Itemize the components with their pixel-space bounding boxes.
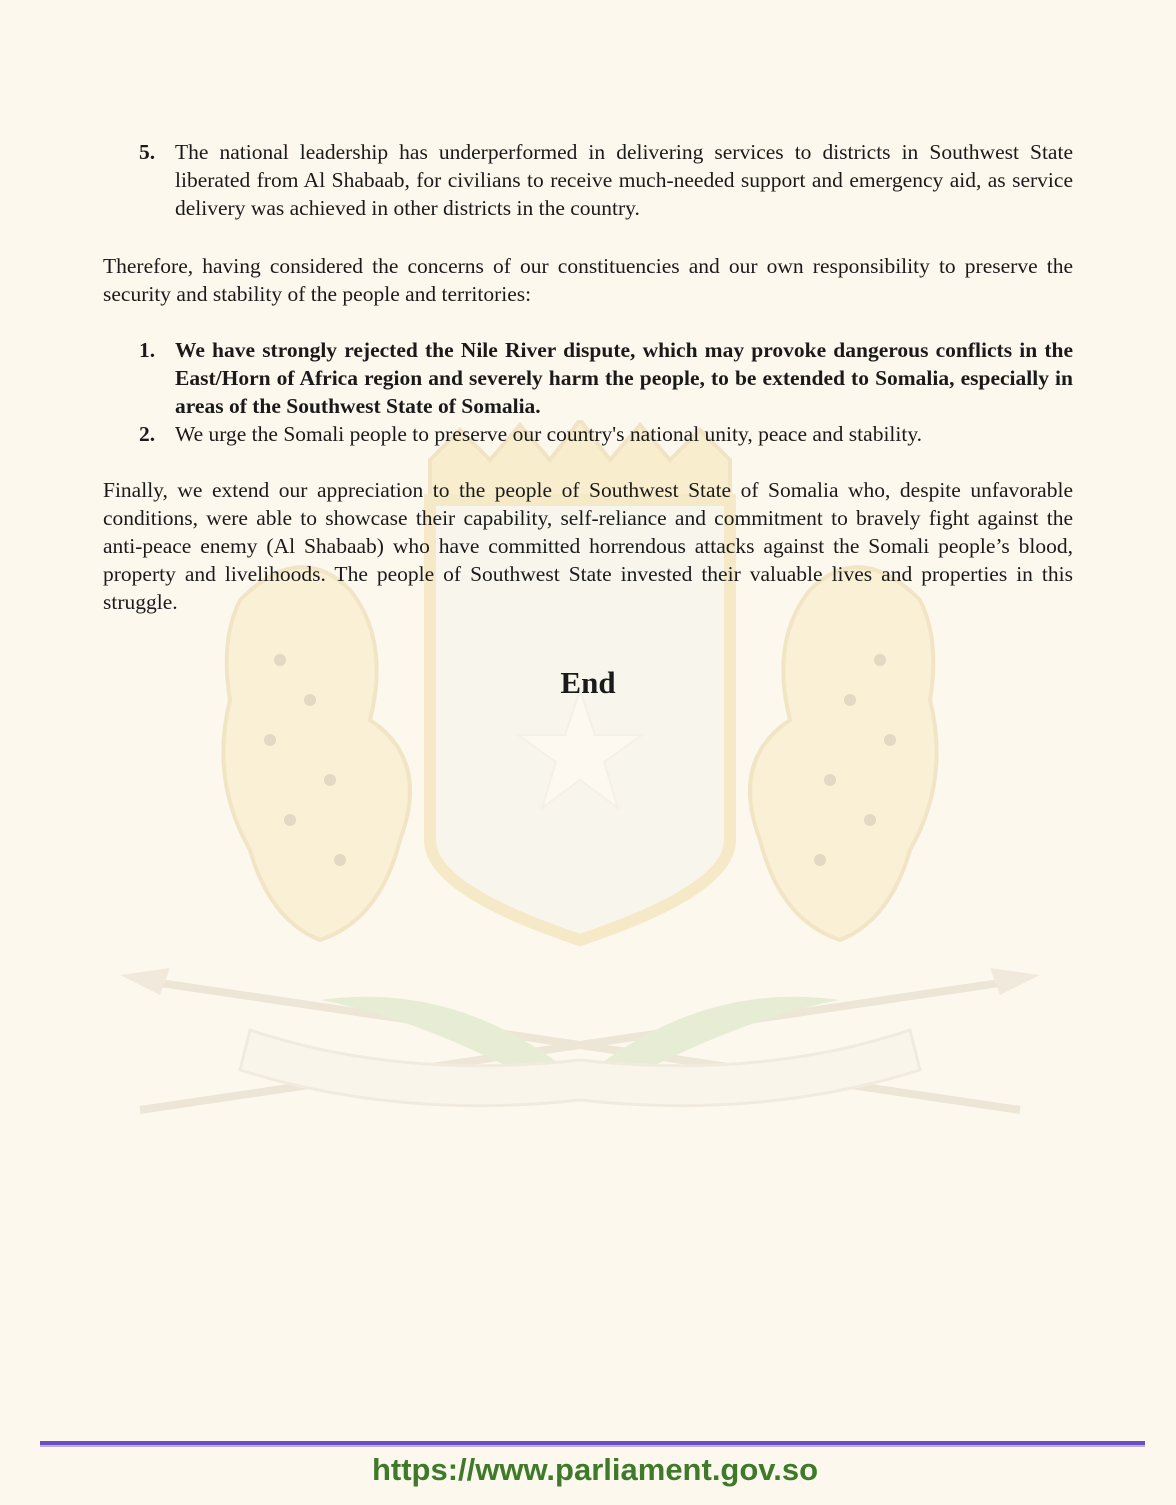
list-item [103,138,1073,222]
list-item-text: We urge the Somali people to preserve our country's national unity, peace and stability. [175,422,923,446]
finally-paragraph: Finally, we extend our appreciation to the people of Southwest State of Somalia who, despite unfavorable conditions, were able to showcase their capability, self-reliance and commitment to bravely fight against the anti-peace enemy (Al Shabaab) who have committed horrendous attacks against the Somali people’s blood, property and livelihoods. The people of Southwest State invested their valuable lives and properties in this struggle. [103,478,1073,614]
footer-divider [40,1441,1145,1445]
list-item [103,420,1073,448]
list-item-text: The national leadership has underperformed in delivering services to districts in Southwest State liberated from Al Shabaab, for civilians to receive much-needed support and emergency aid, as service delivery was achieved in other districts in the country. [175,140,1073,220]
list-item [103,336,1073,420]
list-item-number: 2. [139,422,156,446]
list-item-text: We have strongly rejected the Nile River dispute, which may provoke dangerous conflicts in the East/Horn of Africa region and severely harm the people, to be extended to Somalia, especially in areas of the Southwest State of Somalia. [175,338,1073,418]
footer-url-link[interactable]: https://www.parliament.gov.so [371,1452,819,1487]
end-label: End [560,665,616,700]
document-body [103,138,1073,616]
list-item-number: 5. [139,140,156,164]
therefore-paragraph: Therefore, having considered the concerns of our constituencies and our own responsibility to preserve the security and stability of the people and territories: [103,254,1073,306]
list-item-number: 1. [139,338,156,362]
